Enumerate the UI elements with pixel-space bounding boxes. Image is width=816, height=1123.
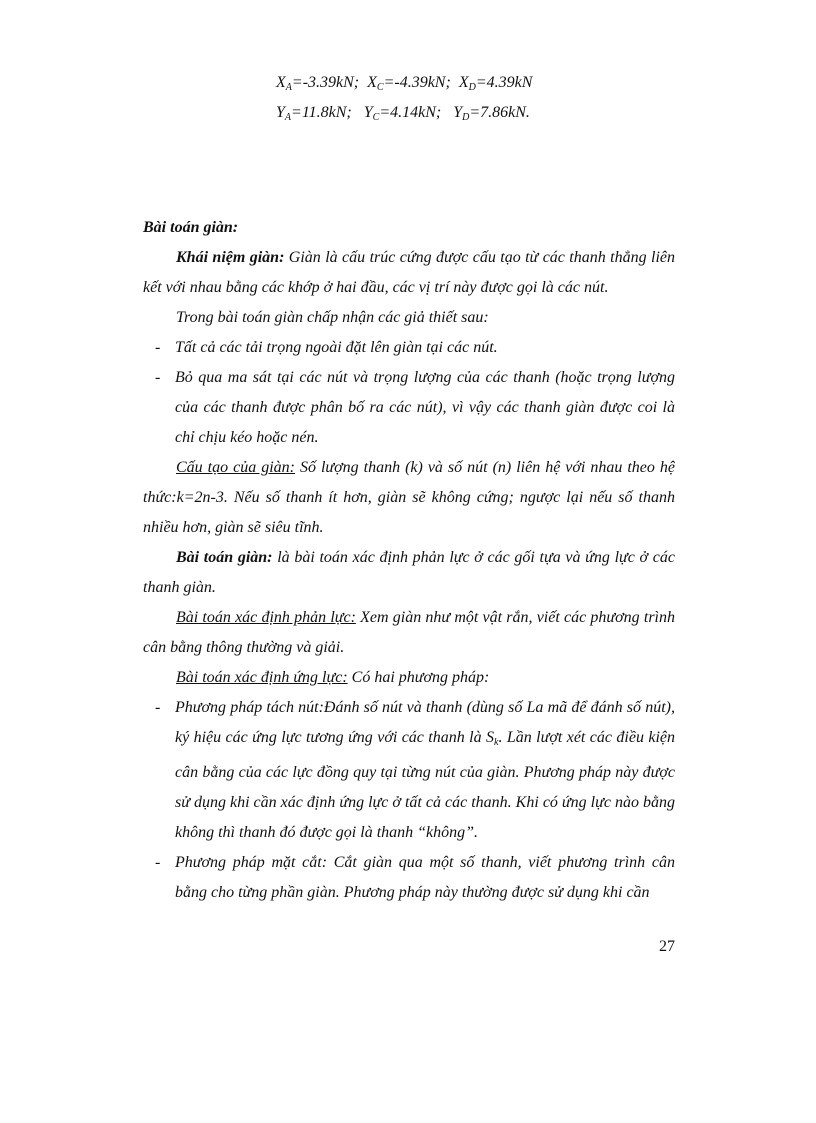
concept-text: Giàn là cấu trúc cứng được cấu tạo từ các thanh thẳng liên kết với nhau bằng các khớp ở hai đầu, các vị trí này được gọi là các nút. (143, 249, 675, 296)
reaction-paragraph (143, 603, 675, 663)
list-dash: - (155, 699, 161, 716)
concept-label: Khái niệm giàn: (176, 249, 285, 266)
list-item-text: Tất cả các tải trọng ngoài đặt lên giàn tại các nút. (175, 339, 498, 356)
list-item-text: Bỏ qua ma sát tại các nút và trọng lượng của các thanh (hoặc trọng lượng của các thanh được phân bố ra các nút), vì vậy các thanh giàn được coi là chỉ chịu kéo hoặc nén. (175, 369, 675, 446)
list-item (143, 693, 675, 848)
symbol: X (276, 74, 286, 91)
section-title: Bài toán giàn: (143, 219, 239, 236)
subscript: A (285, 82, 292, 93)
problem-text: là bài toán xác định phản lực ở các gối tựa và ứng lực ở các thanh giàn. (143, 549, 675, 596)
value: =4.14kN; (379, 104, 442, 121)
value: =4.39kN (475, 74, 533, 91)
structure-text: Số lượng thanh (k) và số nút (n) liên hệ với nhau theo hệ thức:k=2n-3. Nếu số thanh ít hơn, giàn sẽ không cứng; ngược lại nếu số thanh nhiều hơn, giàn sẽ siêu tĩnh. (143, 459, 675, 536)
list-item (143, 848, 675, 908)
symbol: Y (363, 104, 373, 121)
list-dash: - (155, 339, 161, 356)
symbol: Y (276, 104, 285, 121)
subscript: C (376, 82, 384, 93)
list-dash: - (155, 854, 161, 871)
structure-label: Cấu tạo của giàn: (176, 459, 295, 476)
subscript: C (372, 112, 380, 123)
symbol: Y (453, 104, 463, 121)
internal-text: Có hai phương pháp: (347, 669, 490, 686)
value: =11.8kN; (291, 104, 352, 121)
subscript: D (462, 112, 470, 123)
list-dash: - (155, 369, 161, 386)
list-item (143, 363, 675, 453)
list-item-text: Phương pháp tách nút:Đánh số nút và thanh (dùng số La mã để đánh số nút), ký hiệu các ứng lực tương ứng với các thanh là S (175, 699, 675, 746)
subscript: k (494, 737, 499, 748)
structure-paragraph (143, 453, 675, 543)
value: =-3.39kN; (291, 74, 360, 91)
equation-line-x (276, 74, 532, 93)
symbol: X (458, 74, 469, 91)
subscript: D (468, 82, 476, 93)
assumptions-intro: Trong bài toán giàn chấp nhận các giả thiết sau: (176, 309, 489, 326)
value: =-4.39kN; (383, 74, 451, 91)
problem-paragraph (143, 543, 675, 603)
symbol: X (367, 74, 377, 91)
document-body (143, 213, 675, 908)
list-item (143, 333, 675, 363)
reaction-label: Bài toán xác định phản lực: (176, 609, 356, 626)
subscript: A (284, 112, 292, 123)
list-item-text: Phương pháp mặt cắt: Cắt giàn qua một số thanh, viết phương trình cân bằng cho từng phần giàn. Phương pháp này thường được sử dụng khi cần (175, 854, 675, 901)
concept-paragraph (143, 243, 675, 303)
internal-label: Bài toán xác định ứng lực: (176, 669, 348, 686)
internal-paragraph (143, 663, 675, 693)
list-item-text: . Lần lượt xét các điều kiện cân bằng của các lực đồng quy tại từng nút của giàn. Phương pháp này được sử dụng khi cần xác định ứng lực ở tất cả các thanh. Khi có ứng lực nào bằng không thì thanh đó được gọi là thanh “không”. (175, 729, 675, 841)
problem-label: Bài toán giàn: (176, 549, 273, 566)
page-number: 27 (659, 938, 675, 955)
value: =7.86kN. (469, 104, 530, 121)
reaction-text: Xem giàn như một vật rắn, viết các phương trình cân bằng thông thường và giải. (143, 609, 675, 656)
equation-line-y (276, 104, 530, 123)
